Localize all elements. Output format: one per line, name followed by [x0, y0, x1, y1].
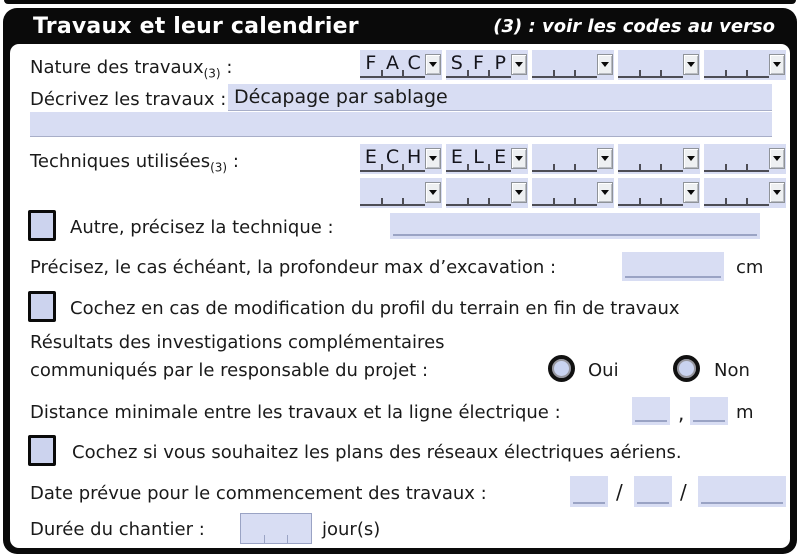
- chevron-down-icon: [515, 62, 523, 67]
- chevron-down-icon: [687, 62, 695, 67]
- code-char-cell: [489, 178, 511, 204]
- section-title: Travaux et leur calendrier: [33, 13, 359, 39]
- code-comb-cells[interactable]: [618, 50, 683, 78]
- distance-comma-separator: ,: [678, 401, 685, 425]
- code-comb-cells[interactable]: [360, 50, 425, 78]
- code-char-cell: [640, 178, 662, 204]
- date-slash-separator-2: /: [680, 480, 687, 504]
- code-combo[interactable]: [446, 50, 528, 80]
- duree-chantier-input[interactable]: [240, 513, 312, 544]
- chevron-down-icon: [429, 190, 437, 195]
- chevron-down-icon: [601, 190, 609, 195]
- code-char-cell: [618, 50, 640, 76]
- code-combo[interactable]: [532, 178, 614, 208]
- autre-technique-input[interactable]: [390, 213, 760, 239]
- dropdown-button[interactable]: [511, 182, 527, 203]
- distance-label: Distance minimale entre les travaux et la ligne électrique :: [30, 402, 561, 423]
- code-char-cell: [747, 144, 769, 170]
- code-comb-cells[interactable]: [618, 144, 683, 172]
- code-char-cell: [726, 144, 748, 170]
- chevron-down-icon: [601, 156, 609, 161]
- code-char-cell: F: [468, 50, 490, 76]
- code-comb-cells[interactable]: [532, 50, 597, 78]
- duree-chantier-label: Durée du chantier :: [30, 519, 205, 540]
- resultats-label-line1: Résultats des investigations complémentaires: [30, 332, 445, 353]
- code-combo[interactable]: [360, 50, 442, 80]
- code-char-cell: [554, 50, 576, 76]
- autre-technique-checkbox[interactable]: [28, 210, 56, 241]
- code-char-cell: H: [403, 144, 425, 170]
- code-comb-cells[interactable]: [704, 144, 769, 172]
- code-char-cell: [468, 178, 490, 204]
- code-char-cell: S: [450, 52, 463, 74]
- chevron-down-icon: [773, 62, 781, 67]
- code-char-cell: [640, 50, 662, 76]
- code-char-cell: A: [382, 50, 404, 76]
- code-char-cell: [554, 178, 576, 204]
- dropdown-button[interactable]: [769, 54, 785, 75]
- description-travaux-input[interactable]: Décapage par sablage: [228, 84, 772, 111]
- decrivez-travaux-label: Décrivez les travaux :: [30, 89, 227, 110]
- code-char-cell: E: [489, 144, 511, 170]
- dropdown-button[interactable]: [683, 148, 699, 169]
- code-comb-cells[interactable]: [446, 178, 511, 206]
- code-combo[interactable]: [360, 178, 442, 208]
- code-char-cell: [575, 144, 597, 170]
- chevron-down-icon: [515, 190, 523, 195]
- code-char-cell: C: [403, 50, 425, 76]
- code-comb-cells[interactable]: [704, 50, 769, 78]
- code-char-cell: E: [450, 146, 463, 168]
- chevron-down-icon: [429, 156, 437, 161]
- nature-travaux-label: Nature des travaux$_{(3)}$ :: [30, 57, 233, 81]
- dropdown-button[interactable]: [425, 148, 441, 169]
- chevron-down-icon: [773, 156, 781, 161]
- code-char-cell: [704, 50, 726, 76]
- dropdown-button[interactable]: [769, 182, 785, 203]
- code-char-cell: [747, 50, 769, 76]
- chevron-down-icon: [515, 156, 523, 161]
- code-comb-cells[interactable]: [532, 178, 597, 206]
- code-char-cell: [446, 178, 468, 204]
- previous-section-edge: [4, 0, 796, 4]
- code-combo[interactable]: [446, 178, 528, 208]
- code-comb-cells[interactable]: [446, 50, 511, 78]
- dropdown-button[interactable]: [511, 54, 527, 75]
- distance-unit: m: [736, 402, 754, 423]
- code-char-cell: [532, 144, 554, 170]
- code-char-cell: C: [382, 144, 404, 170]
- radio-oui[interactable]: [548, 355, 575, 382]
- code-combo[interactable]: [446, 144, 528, 174]
- code-char-cell: L: [468, 144, 490, 170]
- chevron-down-icon: [687, 190, 695, 195]
- code-char-cell: F: [365, 52, 377, 74]
- code-combo[interactable]: [704, 144, 786, 174]
- profondeur-label: Précisez, le cas échéant, la profondeur max d’excavation :: [30, 257, 557, 278]
- code-comb-cells[interactable]: [446, 144, 511, 172]
- plans-reseaux-label: Cochez si vous souhaitez les plans des réseaux électriques aériens.: [72, 442, 682, 463]
- date-day-input[interactable]: [570, 476, 608, 507]
- chevron-down-icon: [773, 190, 781, 195]
- plans-reseaux-checkbox[interactable]: [28, 435, 56, 466]
- code-char-cell: [661, 178, 683, 204]
- modification-terrain-checkbox[interactable]: [28, 291, 56, 322]
- radio-non[interactable]: [673, 355, 700, 382]
- techniques-label: Techniques utilisées$_{(3)}$ :: [30, 151, 239, 175]
- dropdown-button[interactable]: [425, 54, 441, 75]
- code-char-cell: [661, 144, 683, 170]
- profondeur-unit: cm: [736, 257, 764, 278]
- code-combo[interactable]: [618, 144, 700, 174]
- code-char-cell: [575, 50, 597, 76]
- chevron-down-icon: [687, 156, 695, 161]
- code-combo[interactable]: [360, 144, 442, 174]
- chevron-down-icon: [601, 62, 609, 67]
- nature-code-combos: [360, 50, 786, 80]
- code-char-cell: P: [489, 50, 511, 76]
- code-combo[interactable]: [532, 50, 614, 80]
- chevron-down-icon: [429, 62, 437, 67]
- code-comb-cells[interactable]: [618, 178, 683, 206]
- code-char-cell: [360, 178, 382, 204]
- code-char-cell: [726, 178, 748, 204]
- radio-non-label: Non: [714, 360, 750, 381]
- travaux-section: [3, 8, 797, 554]
- autre-technique-label: Autre, précisez la technique :: [70, 217, 334, 238]
- code-combo[interactable]: [532, 144, 614, 174]
- code-char-cell: E: [364, 146, 377, 168]
- dropdown-button[interactable]: [511, 148, 527, 169]
- date-slash-separator-1: /: [616, 480, 623, 504]
- code-char-cell: [747, 178, 769, 204]
- code-char-cell: [532, 50, 554, 76]
- code-char-cell: [661, 50, 683, 76]
- code-char-cell: [704, 178, 726, 204]
- description-travaux-input-line2[interactable]: [30, 112, 772, 137]
- code-combo[interactable]: [618, 178, 700, 208]
- code-char-cell: [618, 178, 640, 204]
- date-commencement-label: Date prévue pour le commencement des travaux :: [30, 483, 487, 504]
- dropdown-button[interactable]: [683, 54, 699, 75]
- distance-meters-input[interactable]: [632, 397, 670, 425]
- dropdown-button[interactable]: [597, 54, 613, 75]
- dropdown-button[interactable]: [683, 182, 699, 203]
- section-header: [3, 8, 797, 44]
- techniques-code-combos-row2: [360, 178, 786, 208]
- dropdown-button[interactable]: [425, 182, 441, 203]
- duree-unit: jour(s): [322, 519, 381, 540]
- techniques-code-combos-row1: [360, 144, 786, 174]
- dropdown-button[interactable]: [769, 148, 785, 169]
- code-combo[interactable]: [704, 50, 786, 80]
- code-char-cell: [618, 144, 640, 170]
- code-comb-cells[interactable]: [360, 144, 425, 172]
- code-char-cell: [532, 178, 554, 204]
- code-combo[interactable]: [704, 178, 786, 208]
- resultats-label-line2: communiqués par le responsable du projet :: [30, 360, 429, 381]
- code-char-cell: [382, 178, 404, 204]
- date-month-input[interactable]: [634, 476, 672, 507]
- form-panel: [10, 44, 790, 548]
- code-comb-cells[interactable]: [360, 178, 425, 206]
- profondeur-input[interactable]: [622, 252, 724, 281]
- dropdown-button[interactable]: [597, 148, 613, 169]
- code-char-cell: [575, 178, 597, 204]
- code-char-cell: [704, 144, 726, 170]
- code-char-cell: [640, 144, 662, 170]
- date-year-input[interactable]: [698, 476, 786, 507]
- code-char-cell: [403, 178, 425, 204]
- modification-terrain-label: Cochez en cas de modification du profil du terrain en fin de travaux: [70, 298, 680, 319]
- code-char-cell: [554, 144, 576, 170]
- code-combo[interactable]: [618, 50, 700, 80]
- radio-oui-label: Oui: [588, 360, 619, 381]
- code-comb-cells[interactable]: [704, 178, 769, 206]
- code-comb-cells[interactable]: [532, 144, 597, 172]
- code-char-cell: [726, 50, 748, 76]
- dropdown-button[interactable]: [597, 182, 613, 203]
- distance-decimals-input[interactable]: [690, 397, 728, 425]
- codes-verso-note: (3) : voir les codes au verso: [493, 15, 775, 37]
